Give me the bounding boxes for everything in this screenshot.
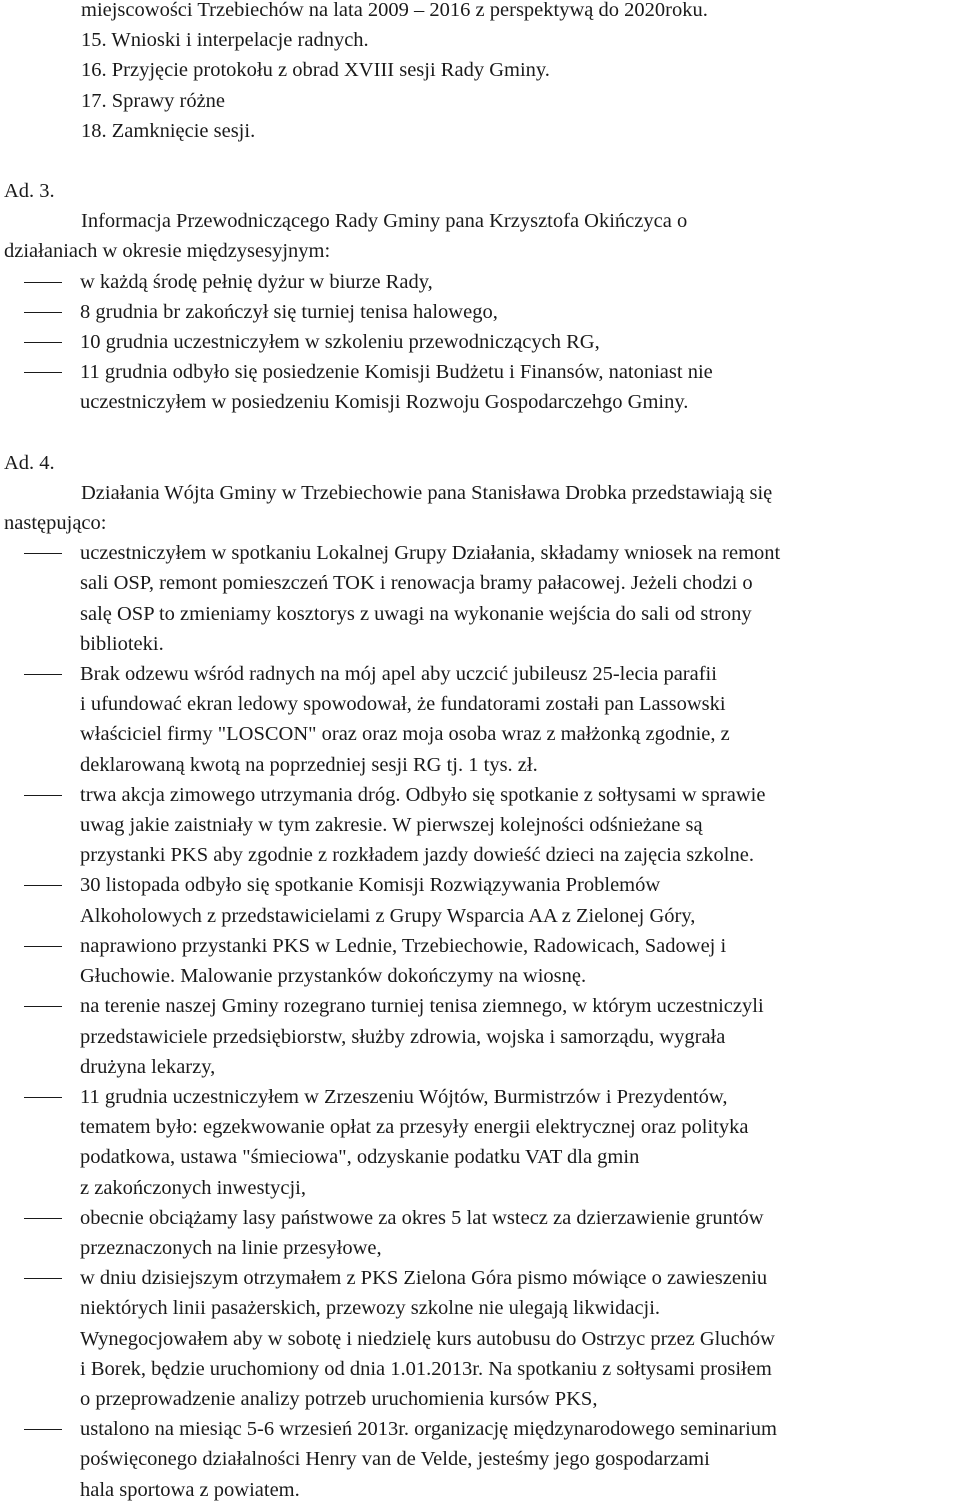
- ad4-item-line: sali OSP, remont pomieszczeń TOK i renowacja bramy pałacowej. Jeżeli chodzi o: [80, 572, 753, 595]
- ad4-item-line: obecnie obciążamy lasy państwowe za okres 5 lat wstecz za dzierzawienie gruntów: [80, 1206, 764, 1229]
- agenda-line: 16. Przyjęcie protokołu z obrad XVIII sesji Rady Gminy.: [81, 59, 550, 82]
- ad4-item-line: przeznaczonych na linie przesyłowe,: [80, 1236, 382, 1259]
- ad4-item-line: przystanki PKS aby zgodnie z rozkładem jazdy dowieść dzieci na zajęcia szkolne.: [80, 844, 754, 867]
- ad4-list-item: [4, 1203, 956, 1263]
- ad3-item-line: w każdą środę pełnię dyżur w biurze Rady,: [80, 270, 433, 293]
- ad4-list-item: [4, 1082, 956, 1203]
- agenda-line: miejscowości Trzebiechów na lata 2009 – 2016 z perspektywą do 2020roku.: [81, 0, 708, 21]
- ad4-item-line: ustalono na miesiąc 5-6 wrzesień 2013r. organizację międzynarodowego seminarium: [80, 1418, 777, 1441]
- ad3-item-line: 10 grudnia uczestniczyłem w szkoleniu przewodniczących RG,: [80, 331, 600, 354]
- ad4-item-line: w dniu dzisiejszym otrzymałem z PKS Zielona Góra pismo mówiące o zawieszeniu: [80, 1267, 768, 1290]
- ad3-list-item: [4, 267, 956, 297]
- ad4-item-line: Głuchowie. Malowanie przystanków dokończymy na wiosnę.: [80, 965, 587, 988]
- ad4-item-line: Alkoholowych z przedstawicielami z Grupy Wsparcia AA z Zielonej Góry,: [80, 904, 696, 927]
- ad4-item-line: na terenie naszej Gminy rozegrano turniej tenisa ziemnego, w którym uczestniczyli: [80, 995, 764, 1018]
- ad4-list-item: [4, 870, 956, 930]
- ad4-item-line: Brak odzewu wśród radnych na mój apel aby uczcić jubileusz 25-lecia parafii: [80, 663, 717, 686]
- ad4-item-line: tematem było: egzekwowanie opłat za przesyły energii elektrycznej oraz polityka: [80, 1116, 749, 1139]
- ad4-list-item: [4, 1414, 956, 1505]
- ad4-item-line: trwa akcja zimowego utrzymania dróg. Odbyło się spotkanie z sołtysami w sprawie: [80, 783, 766, 806]
- ad3-item-line: uczestniczyłem w posiedzeniu Komisji Rozwoju Gospodarczehgo Gminy.: [80, 391, 689, 414]
- ad4-item-line: 30 listopada odbyło się spotkanie Komisji Rozwiązywania Problemów: [80, 874, 661, 897]
- ad4-item-line: o przeprowadzenie analizy potrzeb uruchomienia kursów PKS,: [80, 1387, 598, 1410]
- ad4-item-line: właściciel firmy "LOSCON" oraz oraz moja osoba wraz z małżonką zgodnie, z: [80, 723, 730, 746]
- ad4-item-line: Wynegocjowałem aby w sobotę i niedzielę kurs autobusu do Ostrzyc przez Gluchów: [80, 1327, 775, 1350]
- ad4-list-item: [4, 991, 956, 1082]
- ad4-item-line: z zakończonych inwestycji,: [80, 1176, 306, 1199]
- ad4-item-line: poświęconego działalności Henry van de Velde, jesteśmy jego gospodarzami: [80, 1448, 710, 1471]
- ad4-list-item: [4, 931, 956, 991]
- ad4-item-line: deklarowaną kwotą na poprzedniej sesji RG tj. 1 tys. zł.: [80, 753, 538, 776]
- ad3-list-item: [4, 297, 956, 327]
- ad3-item-line: 8 grudnia br zakończył się turniej tenisa halowego,: [80, 300, 498, 323]
- ad4-item-line: i Borek, będzie uruchomiony od dnia 1.01.2013r. Na spotkaniu z sołtysami prosiłem: [80, 1357, 772, 1380]
- ad4-item-line: salę OSP to zmieniamy kosztorys z uwagi na wykonanie wejścia do sali od strony: [80, 602, 752, 625]
- ad4-item-line: uczestniczyłem w spotkaniu Lokalnej Grupy Działania, składamy wniosek na remont: [80, 542, 781, 565]
- ad3-intro-cont: działaniach w okresie międzysesyjnym:: [4, 240, 331, 263]
- ad4-item-line: i ufundować ekran ledowy spowodował, że fundatorami zostałi pan Lassowski: [80, 693, 726, 716]
- ad3-intro: Informacja Przewodniczącego Rady Gminy pana Krzysztofa Okińczyca o: [81, 210, 688, 233]
- ad4-intro: Działania Wójta Gminy w Trzebiechowie pana Stanisława Drobka przedstawiają się: [81, 481, 773, 504]
- agenda-line: 17. Sprawy różne: [81, 89, 226, 112]
- ad4-list-item: [4, 538, 956, 659]
- ad3-list-item: [4, 357, 956, 417]
- agenda-line: 18. Zamknięcie sesji.: [81, 119, 256, 142]
- ad3-item-line: 11 grudnia odbyło się posiedzenie Komisji Budżetu i Finansów, natoniast nie: [80, 361, 713, 384]
- ad4-heading: Ad. 4.: [4, 451, 55, 474]
- ad4-list-item: [4, 780, 956, 871]
- ad4-item-line: biblioteki.: [80, 632, 164, 655]
- ad4-list-item: [4, 1263, 956, 1414]
- ad4-intro-cont: następująco:: [4, 512, 107, 535]
- ad4-item-line: uwag jakie zaistniały w tym zakresie. W pierwszej kolejności odśnieżane są: [80, 814, 703, 837]
- ad3-dash-list: [4, 267, 956, 418]
- ad4-item-line: hala sportowa z powiatem.: [80, 1478, 300, 1501]
- agenda-continuation: [4, 0, 956, 146]
- ad4-item-line: naprawiono przystanki PKS w Lednie, Trzebiechowie, Radowicach, Sadowej i: [80, 934, 727, 957]
- agenda-line: 15. Wnioski i interpelacje radnych.: [81, 29, 369, 52]
- ad4-dash-list: [4, 538, 956, 1505]
- ad3-heading: Ad. 3.: [4, 180, 55, 203]
- ad4-item-line: drużyna lekarzy,: [80, 1055, 216, 1078]
- ad4-item-line: niektórych linii pasażerskich, przewozy szkolne nie ulegają likwidacji.: [80, 1297, 661, 1320]
- ad4-list-item: [4, 659, 956, 780]
- ad4-item-line: podatkowa, ustawa "śmieciowa", odzyskanie podatku VAT dla gmin: [80, 1146, 640, 1169]
- ad4-item-line: 11 grudnia uczestniczyłem w Zrzeszeniu Wójtów, Burmistrzów i Prezydentów,: [80, 1085, 728, 1108]
- ad4-item-line: przedstawiciele przedsiębiorstw, służby zdrowia, wojska i samorządu, wygrała: [80, 1025, 726, 1048]
- ad3-list-item: [4, 327, 956, 357]
